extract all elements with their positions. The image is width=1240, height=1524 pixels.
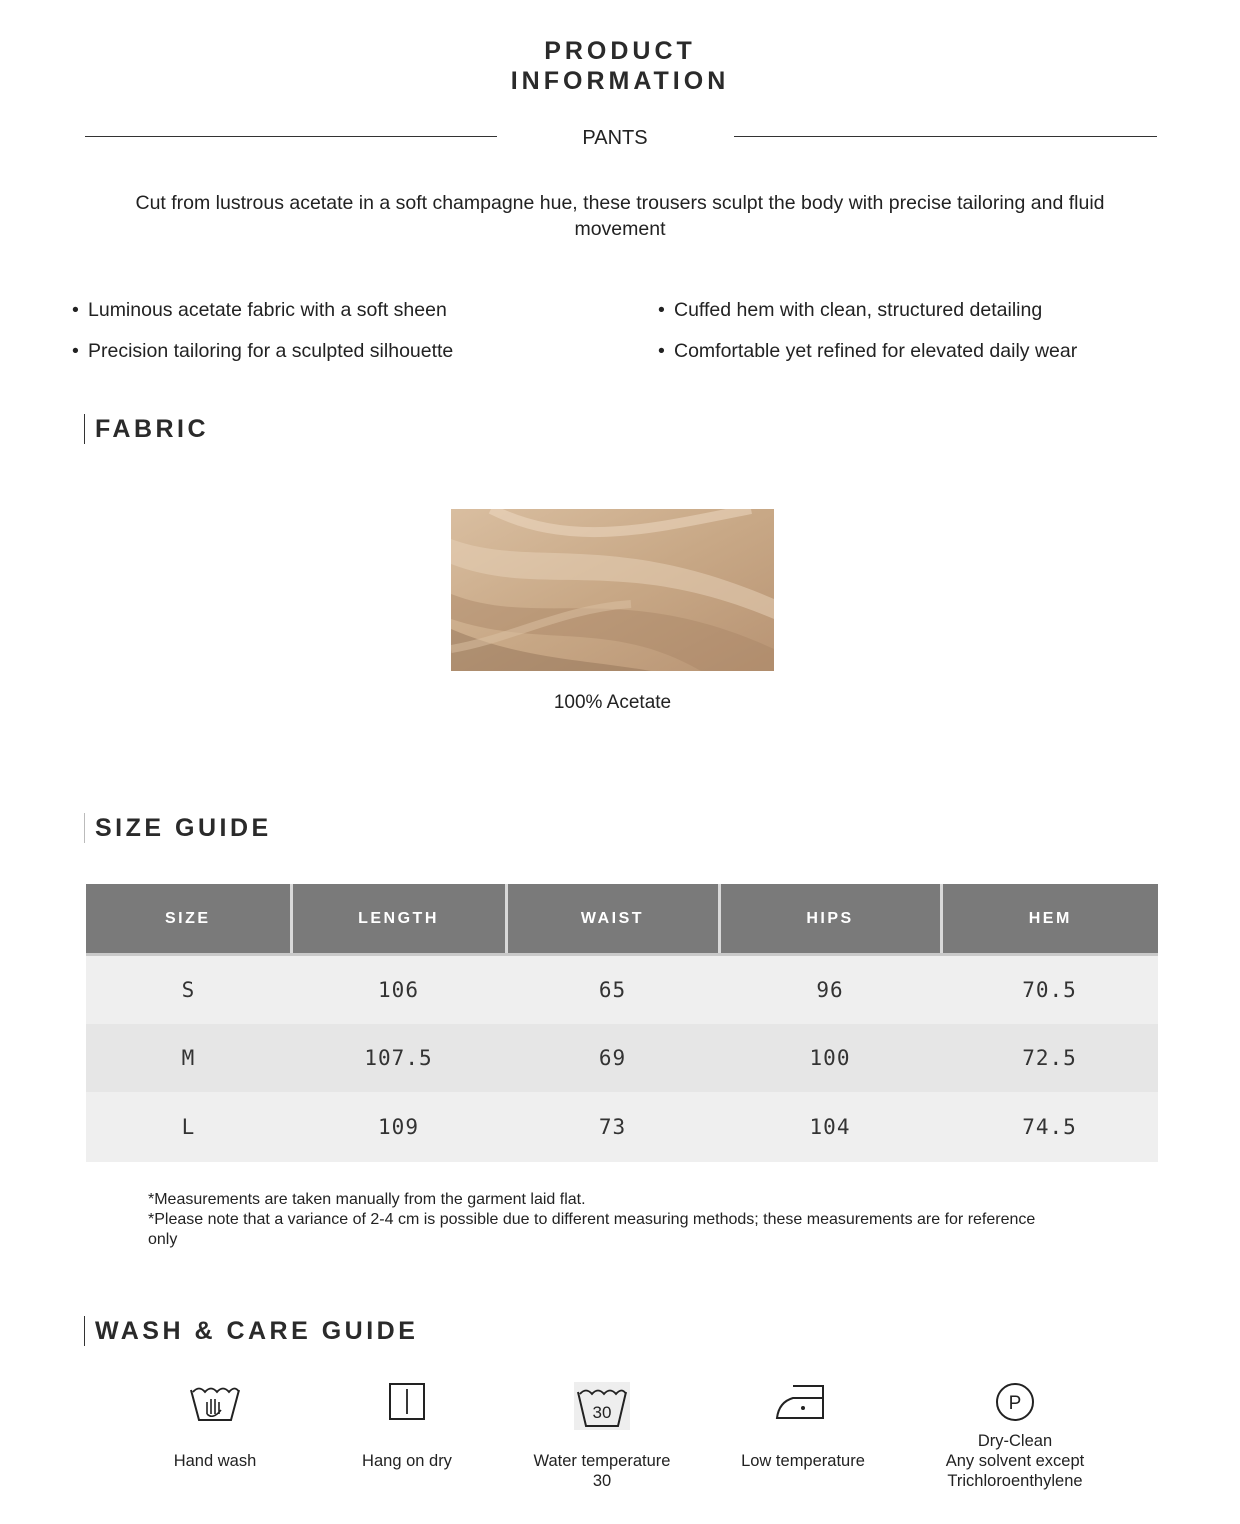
table-cell: 74.5	[941, 1092, 1158, 1162]
feature-item: • Cuffed hem with clean, structured detailing	[658, 299, 1043, 321]
table-cell: 104	[719, 1092, 941, 1162]
note-line: *Measurements are taken manually from the garment laid flat.	[148, 1191, 586, 1208]
care-label: Water temperature 30	[533, 1452, 671, 1490]
measurement-notes	[148, 1190, 1048, 1250]
table-row	[86, 1092, 1158, 1162]
column-header: LENGTH	[291, 884, 506, 955]
svg-text:30: 30	[592, 1403, 612, 1422]
fabric-heading: FABRIC	[84, 414, 209, 444]
table-header-row	[86, 884, 1158, 955]
table-cell: 106	[291, 955, 506, 1025]
divider-right	[734, 136, 1157, 137]
bullet-icon: •	[72, 299, 79, 321]
table-cell: 69	[506, 1024, 719, 1092]
fabric-composition: 100% Acetate	[553, 692, 672, 713]
page-title	[0, 36, 1240, 96]
feature-item: • Luminous acetate fabric with a soft sheen	[72, 299, 447, 321]
table-cell: 65	[506, 955, 719, 1025]
hang-dry-icon	[377, 1380, 437, 1426]
table-cell: 100	[719, 1024, 941, 1092]
column-header: SIZE	[86, 884, 291, 955]
table-cell: 73	[506, 1092, 719, 1162]
care-item-wash-30	[502, 1380, 702, 1491]
bullet-icon: •	[658, 299, 665, 321]
care-label: Hand wash	[173, 1452, 257, 1470]
size-table	[86, 884, 1158, 1162]
size-guide-heading: SIZE GUIDE	[84, 813, 272, 843]
title-line-2: INFORMATION	[510, 67, 730, 95]
svg-text:P: P	[1008, 1393, 1022, 1414]
fabric-swatch-image	[451, 509, 774, 671]
care-item-dry-clean	[915, 1380, 1115, 1491]
wash-30-icon	[572, 1380, 632, 1432]
table-row	[86, 955, 1158, 1025]
divider-left	[85, 136, 497, 137]
bullet-icon: •	[658, 340, 665, 362]
care-item-iron-low	[703, 1380, 903, 1471]
column-header: WAIST	[506, 884, 719, 955]
table-cell: M	[86, 1024, 291, 1092]
care-label: Low temperature	[741, 1452, 865, 1470]
column-header: HEM	[941, 884, 1158, 955]
table-cell: 72.5	[941, 1024, 1158, 1092]
category-label: PANTS	[582, 127, 648, 149]
care-label: Hang on dry	[362, 1452, 452, 1470]
feature-item: • Precision tailoring for a sculpted silhouette	[72, 340, 454, 362]
note-line: *Please note that a variance of 2-4 cm is possible due to different measuring methods; these measurements are for reference only	[148, 1211, 1036, 1248]
table-cell: 109	[291, 1092, 506, 1162]
iron-low-icon	[773, 1380, 833, 1426]
hand-wash-icon	[185, 1380, 245, 1426]
bullet-icon: •	[72, 340, 79, 362]
table-cell: L	[86, 1092, 291, 1162]
column-header: HIPS	[719, 884, 941, 955]
table-cell: 96	[719, 955, 941, 1025]
table-cell: 70.5	[941, 955, 1158, 1025]
table-cell: S	[86, 955, 291, 1025]
care-item-hand-wash	[115, 1380, 315, 1471]
feature-item: • Comfortable yet refined for elevated daily wear	[658, 340, 1078, 362]
table-cell: 107.5	[291, 1024, 506, 1092]
title-line-1: PRODUCT	[544, 37, 696, 65]
care-item-hang-dry	[307, 1380, 507, 1471]
dry-clean-p-icon	[985, 1380, 1045, 1426]
product-description: Cut from lustrous acetate in a soft champagne hue, these trousers sculpt the body with precise tailoring and fluid movement	[135, 192, 1105, 240]
table-row	[86, 1024, 1158, 1092]
care-label: Dry-Clean Any solvent except Trichloroenthylene	[945, 1432, 1085, 1490]
care-guide-heading: WASH & CARE GUIDE	[84, 1316, 418, 1346]
